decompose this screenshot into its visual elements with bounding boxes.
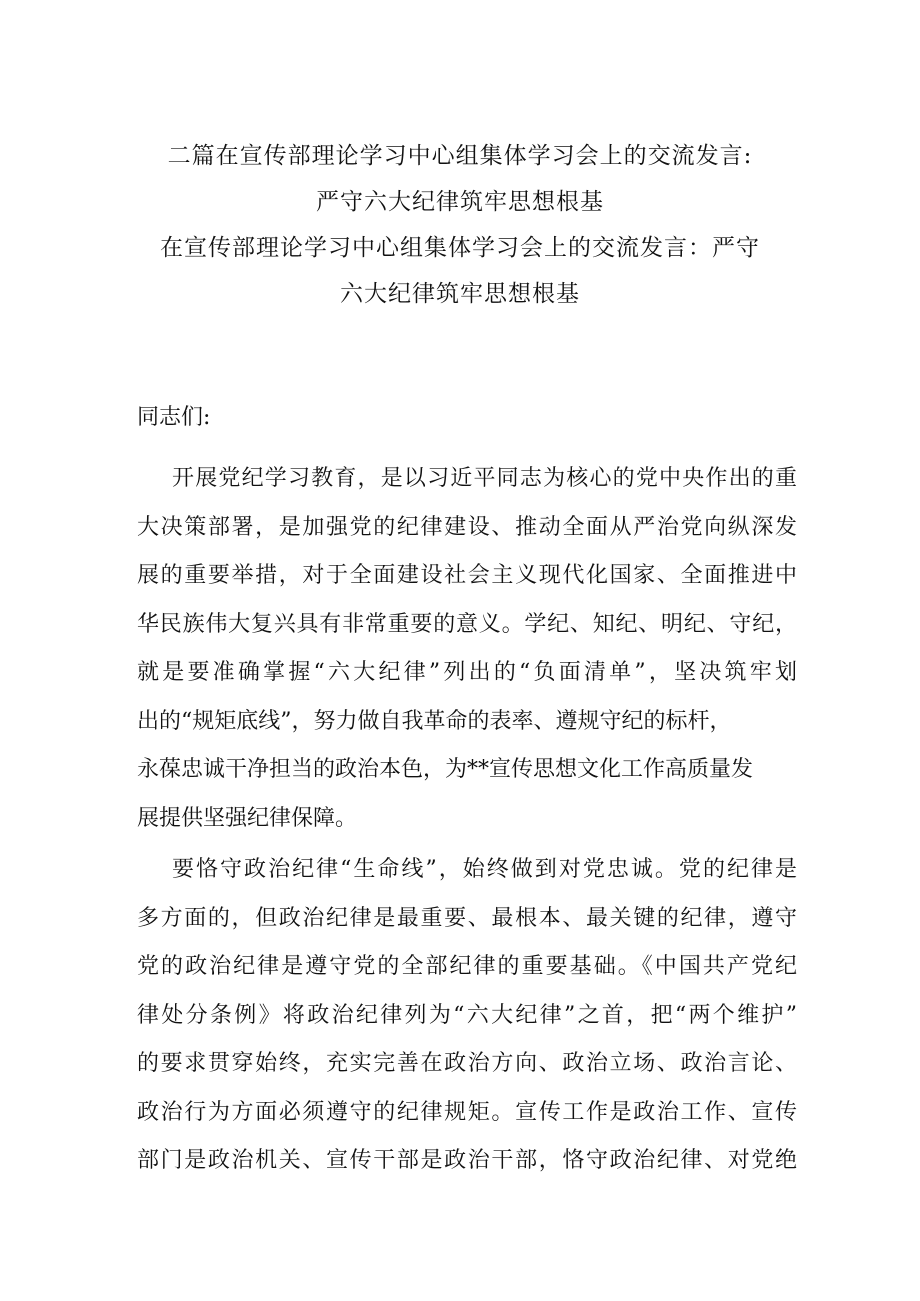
paragraph-line: 多方面的，但政治纪律是最重要、最根本、最关键的纪律，遵守: [137, 905, 797, 931]
title-line: 二篇在宣传部理论学习中心组集体学习会上的交流发言:: [167, 143, 753, 169]
paragraph-line: 要恪守政治纪律“生命线”，始终做到对党忠诚。党的纪律是: [172, 857, 797, 882]
paragraph-line: 永葆忠诚干净担当的政治本色，为**宣传思想文化工作高质量发: [137, 757, 754, 782]
paragraph-line: 展提供坚强纪律保障。: [137, 805, 358, 831]
salutation: 同志们:: [137, 405, 211, 430]
paragraph-line: 大决策部署，是加强党的纪律建设、推动全面从严治党向纵深发: [137, 514, 797, 540]
title-line: 六大纪律筑牢思想根基: [340, 281, 580, 307]
paragraph-line: 开展党纪学习教育，是以习近平同志为核心的党中央作出的重: [172, 466, 797, 491]
paragraph-line: 出的“规矩底线”，努力做自我革命的表率、遵规守纪的标杆，: [137, 708, 732, 734]
paragraph-line: 华民族伟大复兴具有非常重要的意义。学纪、知纪、明纪、守纪，: [137, 611, 797, 637]
paragraph-line: 律处分条例》将政治纪律列为“六大纪律”之首，把“两个维护”: [137, 1002, 797, 1028]
body-paragraph: [137, 846, 797, 1186]
paragraph-line: 就是要准确掌握“六大纪律”列出的“负面清单”，坚决筑牢划: [137, 660, 797, 685]
paragraph-line: 政治行为方面必须遵守的纪律规矩。宣传工作是政治工作、宣传: [137, 1099, 797, 1125]
paragraph-line: 的要求贯穿始终，充实完善在政治方向、政治立场、政治言论、: [137, 1051, 797, 1076]
body-paragraph: [137, 455, 797, 843]
document-title: [0, 133, 920, 317]
paragraph-line: 党的政治纪律是遵守党的全部纪律的重要基础。《中国共产党纪: [137, 954, 797, 979]
paragraph-line: 展的重要举措，对于全面建设社会主义现代化国家、全面推进中: [137, 563, 797, 588]
title-line: 严守六大纪律筑牢思想根基: [316, 189, 604, 215]
paragraph-line: 部门是政治机关、宣传干部是政治干部，恪守政治纪律、对党绝: [137, 1148, 797, 1173]
title-line: 在宣传部理论学习中心组集体学习会上的交流发言：严守: [160, 235, 760, 261]
